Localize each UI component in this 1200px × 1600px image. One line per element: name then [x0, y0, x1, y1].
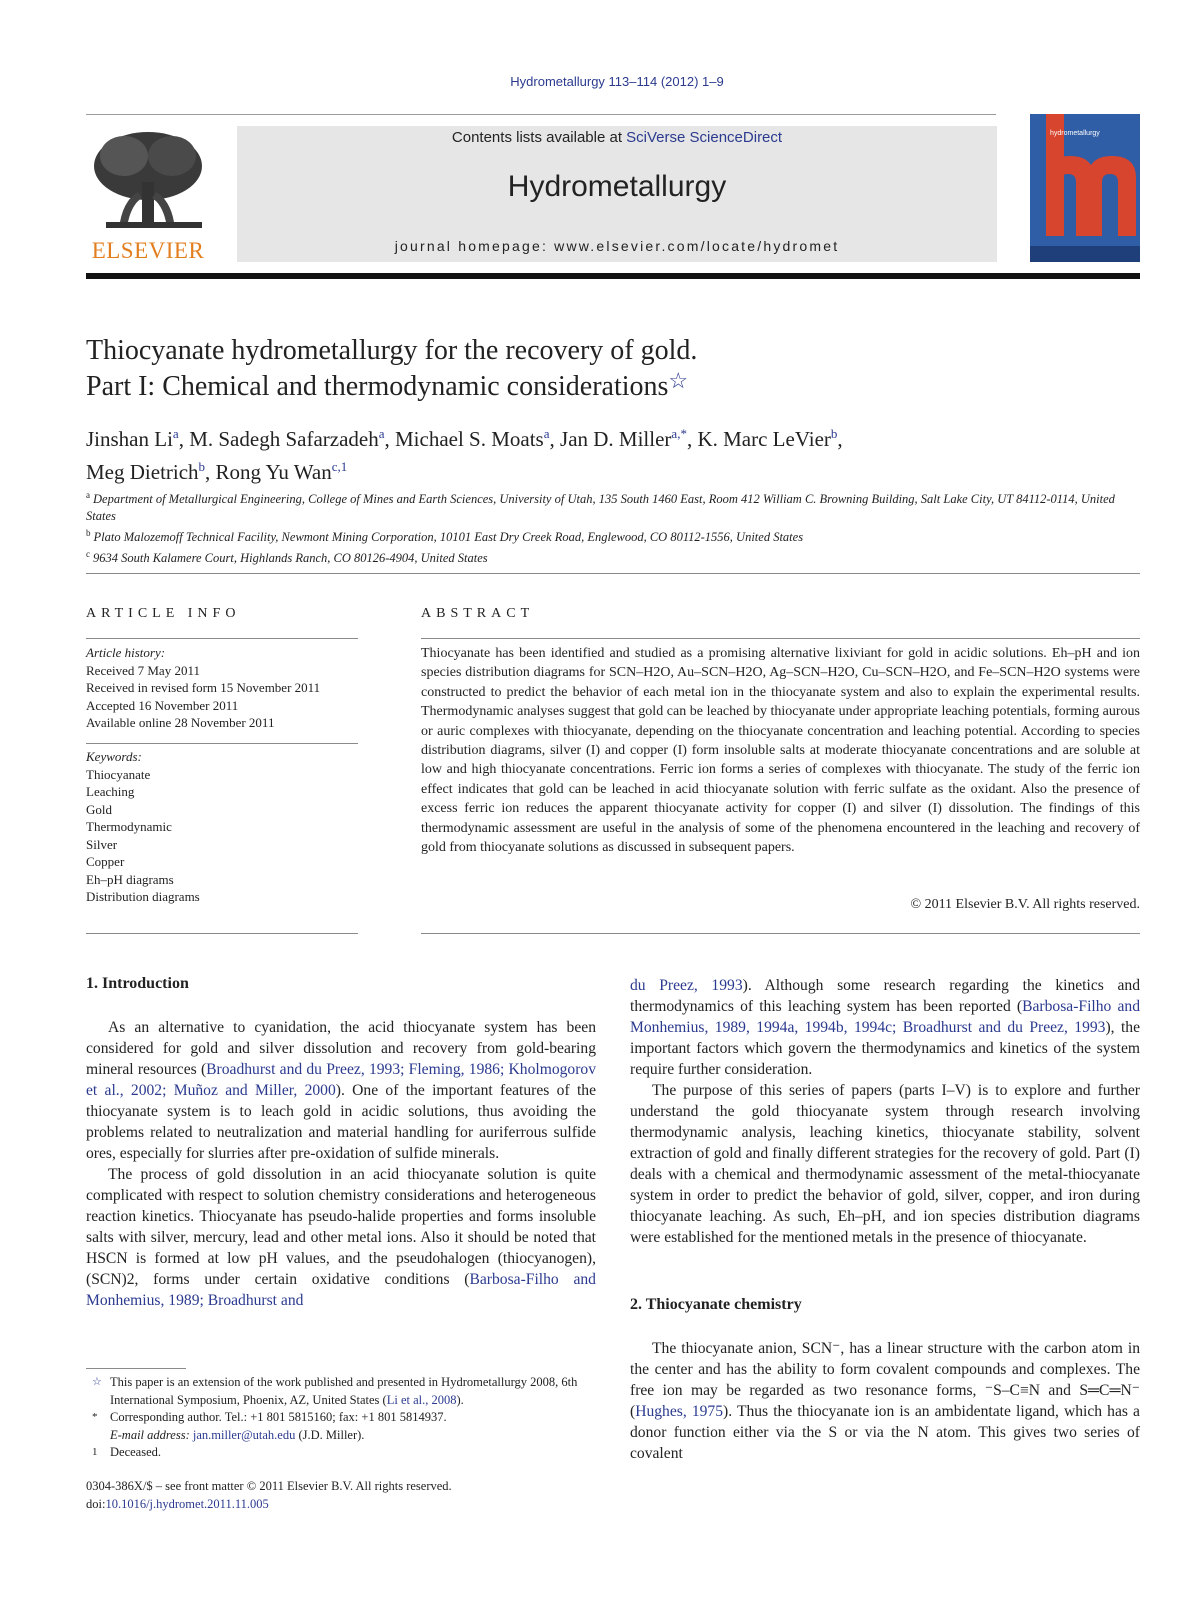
- footnote-text: Corresponding author. Tel.: +1 801 5815160; fax: +1 801 5814937.: [110, 1410, 447, 1424]
- affiliations: [86, 487, 1136, 567]
- tree-icon: [86, 126, 210, 236]
- affiliation-text: Department of Metallurgical Engineering, College of Mines and Earth Sciences, University of Utah, 135 South 1460 East, Room 412 William C. Browning Building, Salt Lake City, UT 84112-0114, United States: [86, 492, 1115, 524]
- keywords-label: Keywords:: [86, 749, 142, 764]
- section-heading-introduction: 1. Introduction: [86, 975, 189, 992]
- history-rule: [86, 743, 358, 744]
- keyword: Copper: [86, 854, 125, 869]
- abstract-copyright: © 2011 Elsevier B.V. All rights reserved.: [910, 897, 1140, 912]
- author-name: Jinshan Li: [86, 427, 173, 451]
- author-affiliation-mark[interactable]: a,*: [671, 426, 687, 441]
- footnote-text: ).: [456, 1392, 464, 1407]
- paragraph: [86, 1017, 596, 1164]
- author-affiliation-mark[interactable]: c,1: [331, 459, 348, 474]
- doi-label: doi:: [86, 1496, 106, 1511]
- affiliation-a: [86, 487, 1136, 525]
- author-name: Michael S. Moats: [395, 427, 544, 451]
- paragraph-text: ). Although some research regarding the kinetics and thermodynamics of this leaching system has been reported (: [630, 977, 1140, 1015]
- journal-masthead: [237, 126, 997, 262]
- title-line-2: Part I: Chemical and thermodynamic considerations: [86, 371, 669, 402]
- citation-link[interactable]: Barbosa-Filho and Monhemius, 1989; Broadhurst and: [86, 1271, 596, 1309]
- author-separator: ,: [549, 427, 561, 451]
- affiliation-text: 9634 South Kalamere Court, Highlands Ranch, CO 80126-4904, United States: [93, 551, 488, 566]
- masthead-thick-rule: [86, 273, 1140, 279]
- paragraph-text: The process of gold dissolution in an acid thiocyanate solution is quite complicated with respect to solution chemistry considerations and heterogeneous reaction kinetics. Thiocyanate has pseudo-halide properties and forms insoluble salts with silver, mercury, lead and other metal ions. Also it should be noted that HSCN is formed at low pH values, and the pseudohalogen (thiocyanogen), (SCN)2, forms under certain oxidative conditions (: [86, 1166, 596, 1288]
- paragraph-text: The thiocyanate anion, SCN⁻, has a linear structure with the carbon atom in the center and has the ability to form covalent compounds and complexes. The free ion may be regarded as two resonance forms, ⁻S–C≡N and S═C═N⁻ (: [630, 1340, 1140, 1420]
- doi-link[interactable]: 10.1016/j.hydromet.2011.11.005: [105, 1496, 269, 1511]
- thiocyanate-chemistry-body: [630, 1338, 1140, 1464]
- header-rule: [86, 114, 996, 115]
- footnote-corresponding: [86, 1409, 598, 1427]
- footnote-deceased: [86, 1444, 598, 1462]
- paragraph: [630, 1338, 1140, 1464]
- abstract-bottom-rule: [421, 933, 1140, 934]
- keywords-rule: [86, 933, 358, 934]
- author-name: M. Sadegh Safarzadeh: [189, 427, 379, 451]
- journal-name: Hydrometallurgy: [507, 170, 727, 203]
- footnote-mark: 1: [92, 1446, 98, 1458]
- affiliation-mark: b: [86, 528, 91, 539]
- author-affiliation-mark[interactable]: a: [172, 426, 179, 441]
- keyword: Thermodynamic: [86, 819, 172, 834]
- author-name: Jan D. Miller: [560, 427, 672, 451]
- keywords: [86, 748, 361, 906]
- author-name: K. Marc LeVier: [697, 427, 831, 451]
- introduction-column-1: [86, 1017, 596, 1311]
- author-separator: ,: [384, 427, 395, 451]
- paragraph-text: ), the important factors which govern the thermodynamics and kinetics of the system require further consideration.: [630, 1019, 1141, 1078]
- author-name: Rong Yu Wan: [215, 460, 332, 484]
- author-separator: ,: [205, 460, 216, 484]
- author-affiliation-mark[interactable]: b: [830, 426, 838, 441]
- footnote-text: (J.D. Miller).: [295, 1427, 365, 1442]
- history-item: Received in revised form 15 November 2011: [86, 680, 321, 695]
- author-separator: ,: [837, 427, 843, 451]
- affiliation-mark: c: [86, 549, 90, 560]
- keyword: Leaching: [86, 784, 135, 799]
- introduction-column-2: [630, 975, 1140, 1248]
- journal-homepage[interactable]: journal homepage: www.elsevier.com/locate/hydromet: [394, 238, 840, 254]
- footnote-mark: ☆: [92, 1376, 102, 1388]
- citation-link[interactable]: Hughes, 1975: [635, 1403, 724, 1420]
- paragraph-text: ). Thus the thiocyanate ion is an ambidentate ligand, which has a donor function either via the S or via the N atom. This gives two series of covalent: [630, 1403, 1140, 1462]
- contents-prefix: Contents lists available at: [451, 129, 627, 146]
- keyword: Silver: [86, 836, 118, 852]
- journal-reference-link[interactable]: Hydrometallurgy 113–114 (2012) 1–9: [510, 74, 724, 89]
- citation-link[interactable]: Broadhurst and du Preez, 1993; Fleming, 1986; Kholmogorov et al., 2002; Muñoz and Miller, 2000: [86, 1061, 597, 1099]
- article-history: [86, 644, 361, 732]
- front-matter-text: 0304-386X/$ – see front matter © 2011 Elsevier B.V. All rights reserved.: [86, 1479, 452, 1493]
- history-item: Received 7 May 2011: [86, 662, 200, 678]
- keyword: Thiocyanate: [86, 766, 151, 782]
- abstract-heading: ABSTRACT: [421, 606, 535, 621]
- email-label: E-mail address:: [110, 1427, 193, 1442]
- sciencedirect-link[interactable]: SciVerse ScienceDirect: [626, 129, 783, 146]
- affiliation-mark: a: [86, 490, 90, 500]
- footnotes: [86, 1374, 598, 1462]
- journal-cover: [1030, 114, 1140, 262]
- affiliation-c: [86, 546, 1136, 567]
- author-separator: ,: [178, 427, 190, 451]
- keyword: Eh–pH diagrams: [86, 871, 174, 887]
- email-link[interactable]: jan.miller@utah.edu: [192, 1427, 296, 1442]
- abstract-text: Thiocyanate has been identified and studied as a promising alternative lixiviant for gold in acidic solutions. Eh–pH and ion species distribution diagrams for SCN–H2O, Au–SCN–H2O, Ag–SCN–H2O, Cu–SCN–H2O, and Fe–SCN–H2O systems were constructed to predict the behavior of each metal ion in the thiocyanate system and also to explain the experimental results. Thermodynamic analyses suggest that gold can be leached by thiocyanate under appropriate leaching potentials, forming aurous or auric complexes with thiocyanate, depending on the thiocyanate concentration and leaching potential. According to species distribution diagrams, silver (I) and copper (I) form insoluble salts at moderate thiocyanate concentrations and are soluble at low and high thiocyanate concentrations. Ferric ion forms a series of complexes with thiocyanate. The study of the ferric ion effect indicates that gold can be leached in acid thiocyanate solution with ferric sulfate as the oxidant. Also the presence of excess ferric ion reduces the apparent thiocyanate activity for copper (I) and silver (I) dissolution. The findings of this thermodynamic assessment are useful in the analysis of some of the phenomena encountered in the leaching and recovery of gold from thiocyanate solutions as discussed in subsequent papers.: [421, 646, 1140, 856]
- title-line-1: Thiocyanate hydrometallurgy for the recovery of gold.: [86, 335, 698, 366]
- author-affiliation-mark[interactable]: a: [378, 426, 385, 441]
- publisher-wordmark: ELSEVIER: [91, 238, 205, 263]
- affiliation-text: Plato Malozemoff Technical Facility, Newmont Mining Corporation, 10101 East Dry Creek Road, Englewood, CO 80112-1556, United States: [93, 530, 804, 545]
- footnote-star: [86, 1374, 598, 1409]
- article-info-rule: [86, 638, 358, 639]
- keyword: Gold: [86, 801, 112, 817]
- footnote-text: Deceased.: [110, 1445, 162, 1459]
- section-heading-thiocyanate-chemistry: 2. Thiocyanate chemistry: [630, 1296, 802, 1313]
- footnote-mark: *: [92, 1411, 98, 1423]
- abstract-rule: [421, 638, 1140, 639]
- affiliations-rule: [86, 573, 1140, 574]
- keyword: Distribution diagrams: [86, 889, 200, 904]
- paragraph-text: ). One of the important features of the thiocyanate system is to leach gold in acidic solutions, thus avoiding the problems related to neutralization and material handling for auriferrous sulfide ores, especially for slurries after pre-oxidation of sulfide minerals.: [86, 1082, 596, 1162]
- author-affiliation-mark[interactable]: b: [198, 459, 206, 474]
- author-separator: ,: [686, 427, 698, 451]
- author-name: Meg Dietrich: [86, 460, 199, 484]
- author-list: [86, 420, 1136, 486]
- paragraph-text: As an alternative to cyanidation, the acid thiocyanate system has been considered for gold and silver dissolution and recovery from gold-bearing mineral resources (: [86, 1019, 596, 1078]
- footnote-email: [86, 1427, 598, 1445]
- contents-line: [237, 129, 997, 146]
- cover-title: hydrometallurgy: [1050, 130, 1100, 137]
- history-item: Accepted 16 November 2011: [86, 697, 239, 713]
- front-matter: [86, 1478, 686, 1513]
- article-title: [86, 333, 1136, 405]
- elsevier-logo: [86, 126, 210, 264]
- citation-link[interactable]: du Preez, 1993: [630, 977, 743, 994]
- title-footnote-star[interactable]: ☆: [668, 368, 689, 393]
- citation-link[interactable]: Barbosa-Filho and Monhemius, 1989, 1994a, 1994b, 1994c; Broadhurst and du Preez, 1993: [630, 998, 1140, 1036]
- footnote-rule: [86, 1368, 186, 1369]
- footnote-text: This paper is an extension of the work published and presented in Hydrometallurgy 2008, 6th International Symposium, Phoenix, AZ, United States (: [110, 1375, 578, 1407]
- paragraph: [86, 1164, 596, 1311]
- paragraph: [630, 975, 1140, 1080]
- paragraph: The purpose of this series of papers (parts I–V) is to explore and further understand the gold thiocyanate system through research involving thermodynamic analysis, leaching kinetics, thiocyanate stability, solvent extraction of gold and finally different strategies for the recovery of gold. Part (I) deals with a chemical and thermodynamic assessment of the metal-thiocyanate system in order to predict the behavior of gold, silver, copper, and iron during thiocyanate leaching. As such, Eh–pH, and ion species distribution diagrams were established for the mentioned metals in the presence of thiocyanate.: [630, 1082, 1140, 1246]
- author-affiliation-mark[interactable]: a: [543, 426, 550, 441]
- citation-link[interactable]: Li et al., 2008: [386, 1392, 457, 1407]
- history-label: Article history:: [86, 645, 166, 660]
- history-item: Available online 28 November 2011: [86, 715, 275, 730]
- article-info-heading: ARTICLE INFO: [86, 606, 241, 621]
- affiliation-b: [86, 525, 1136, 546]
